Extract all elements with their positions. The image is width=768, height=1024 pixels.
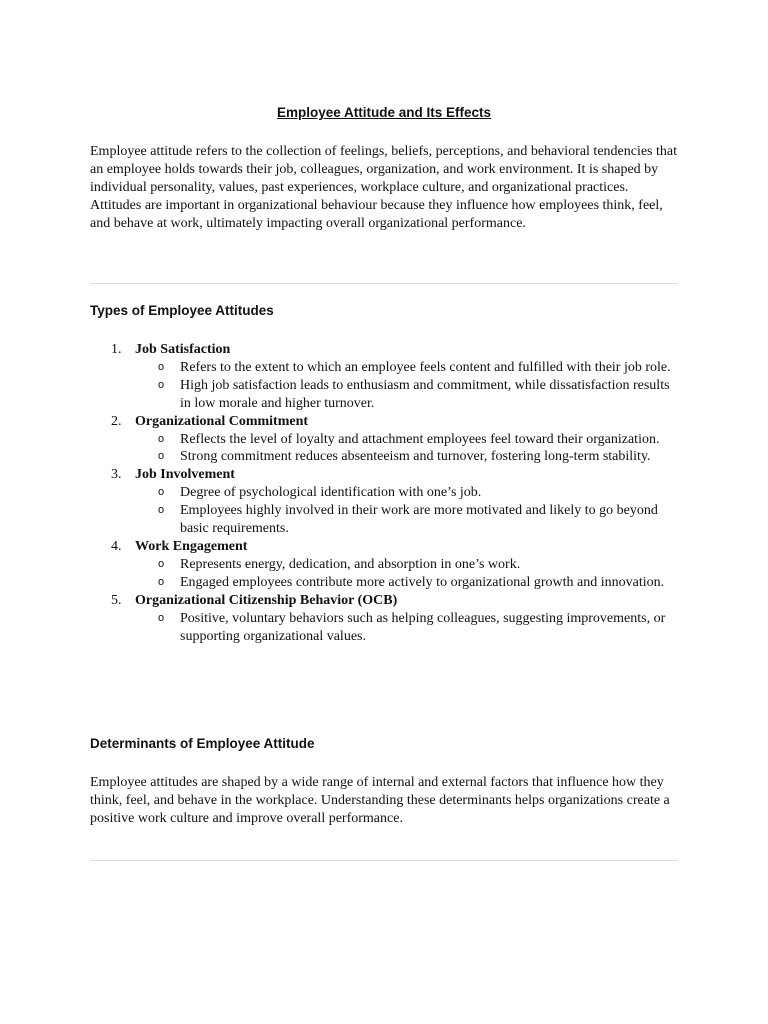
sub-item-text: Represents energy, dedication, and absorption in one’s work. [180,556,521,572]
sub-item-text: Engaged employees contribute more actively to organizational growth and innovation. [180,574,665,590]
list-number: 3. [111,467,122,483]
sub-list [135,359,690,413]
sub-list [135,610,690,646]
intro-paragraph: Employee attitude refers to the collection of feelings, beliefs, perceptions, and behavioral tendencies that an employee holds towards their job, colleagues, organization, and work environment. It is shaped by individual personality, values, past experiences, workplace culture, and organizational practices. Attitudes are important in organizational behaviour because they influence how employees think, feel, and behave at work, ultimately impacting overall organizational performance. [90,144,678,231]
sub-list [135,431,690,467]
sub-list [135,484,690,538]
attitude-type-name: Job Involvement [135,467,235,483]
sub-item-text: Positive, voluntary behaviors such as helping colleagues, suggesting improvements, or supporting organizational values. [180,610,666,644]
sub-list-item [135,377,680,413]
circle-bullet-icon: o [158,504,165,517]
list-number: 5. [111,592,122,608]
circle-bullet-icon: o [158,557,165,570]
sub-item-text: Degree of psychological identification with one’s job. [180,485,482,501]
list-item [90,538,690,592]
circle-bullet-icon: o [158,486,165,499]
list-item [90,466,690,538]
sub-item-text: Strong commitment reduces absenteeism and turnover, fostering long-term stability. [180,449,651,465]
sub-list-item [135,448,680,466]
attitude-type-name: Organizational Citizenship Behavior (OCB) [135,592,398,608]
list-item [90,592,690,646]
document-title: Employee Attitude and Its Effects [276,105,492,120]
circle-bullet-icon: o [158,611,165,624]
sub-item-text: Employees highly involved in their work are more motivated and likely to go beyond basic requirements. [180,503,658,537]
circle-bullet-icon: o [158,450,165,463]
section-divider [90,860,678,861]
circle-bullet-icon: o [158,378,165,391]
sub-list-item [135,484,680,502]
section-divider [90,283,678,284]
sub-list-item [135,610,680,646]
sub-list-item [135,431,680,449]
attitude-type-name: Work Engagement [135,538,248,554]
attitude-type-name: Job Satisfaction [135,342,231,357]
types-heading: Types of Employee Attitudes [90,303,274,318]
sub-list [135,556,690,592]
circle-bullet-icon: o [158,575,165,588]
sub-list-item [135,556,680,574]
list-item [90,341,690,413]
sub-list-item [135,359,680,377]
circle-bullet-icon: o [158,360,165,373]
list-number: 2. [111,413,122,429]
list-number: 4. [111,538,122,554]
sub-list-item [135,574,680,592]
attitude-types-list [90,341,690,645]
list-number: 1. [111,342,122,357]
attitude-type-name: Organizational Commitment [135,413,309,429]
determinants-heading: Determinants of Employee Attitude [90,736,315,751]
sub-list-item [135,502,680,538]
determinants-paragraph: Employee attitudes are shaped by a wide range of internal and external factors that influence how they think, feel, and behave in the workplace. Understanding these determinants helps organizations create a positive work culture and improve overall performance. [90,775,670,826]
sub-item-text: Refers to the extent to which an employee feels content and fulfilled with their job role. [180,359,671,375]
sub-item-text: Reflects the level of loyalty and attachment employees feel toward their organization. [180,431,660,447]
circle-bullet-icon: o [158,432,165,445]
sub-item-text: High job satisfaction leads to enthusiasm and commitment, while dissatisfaction results in low morale and higher turnover. [180,377,670,411]
list-item [90,413,690,467]
